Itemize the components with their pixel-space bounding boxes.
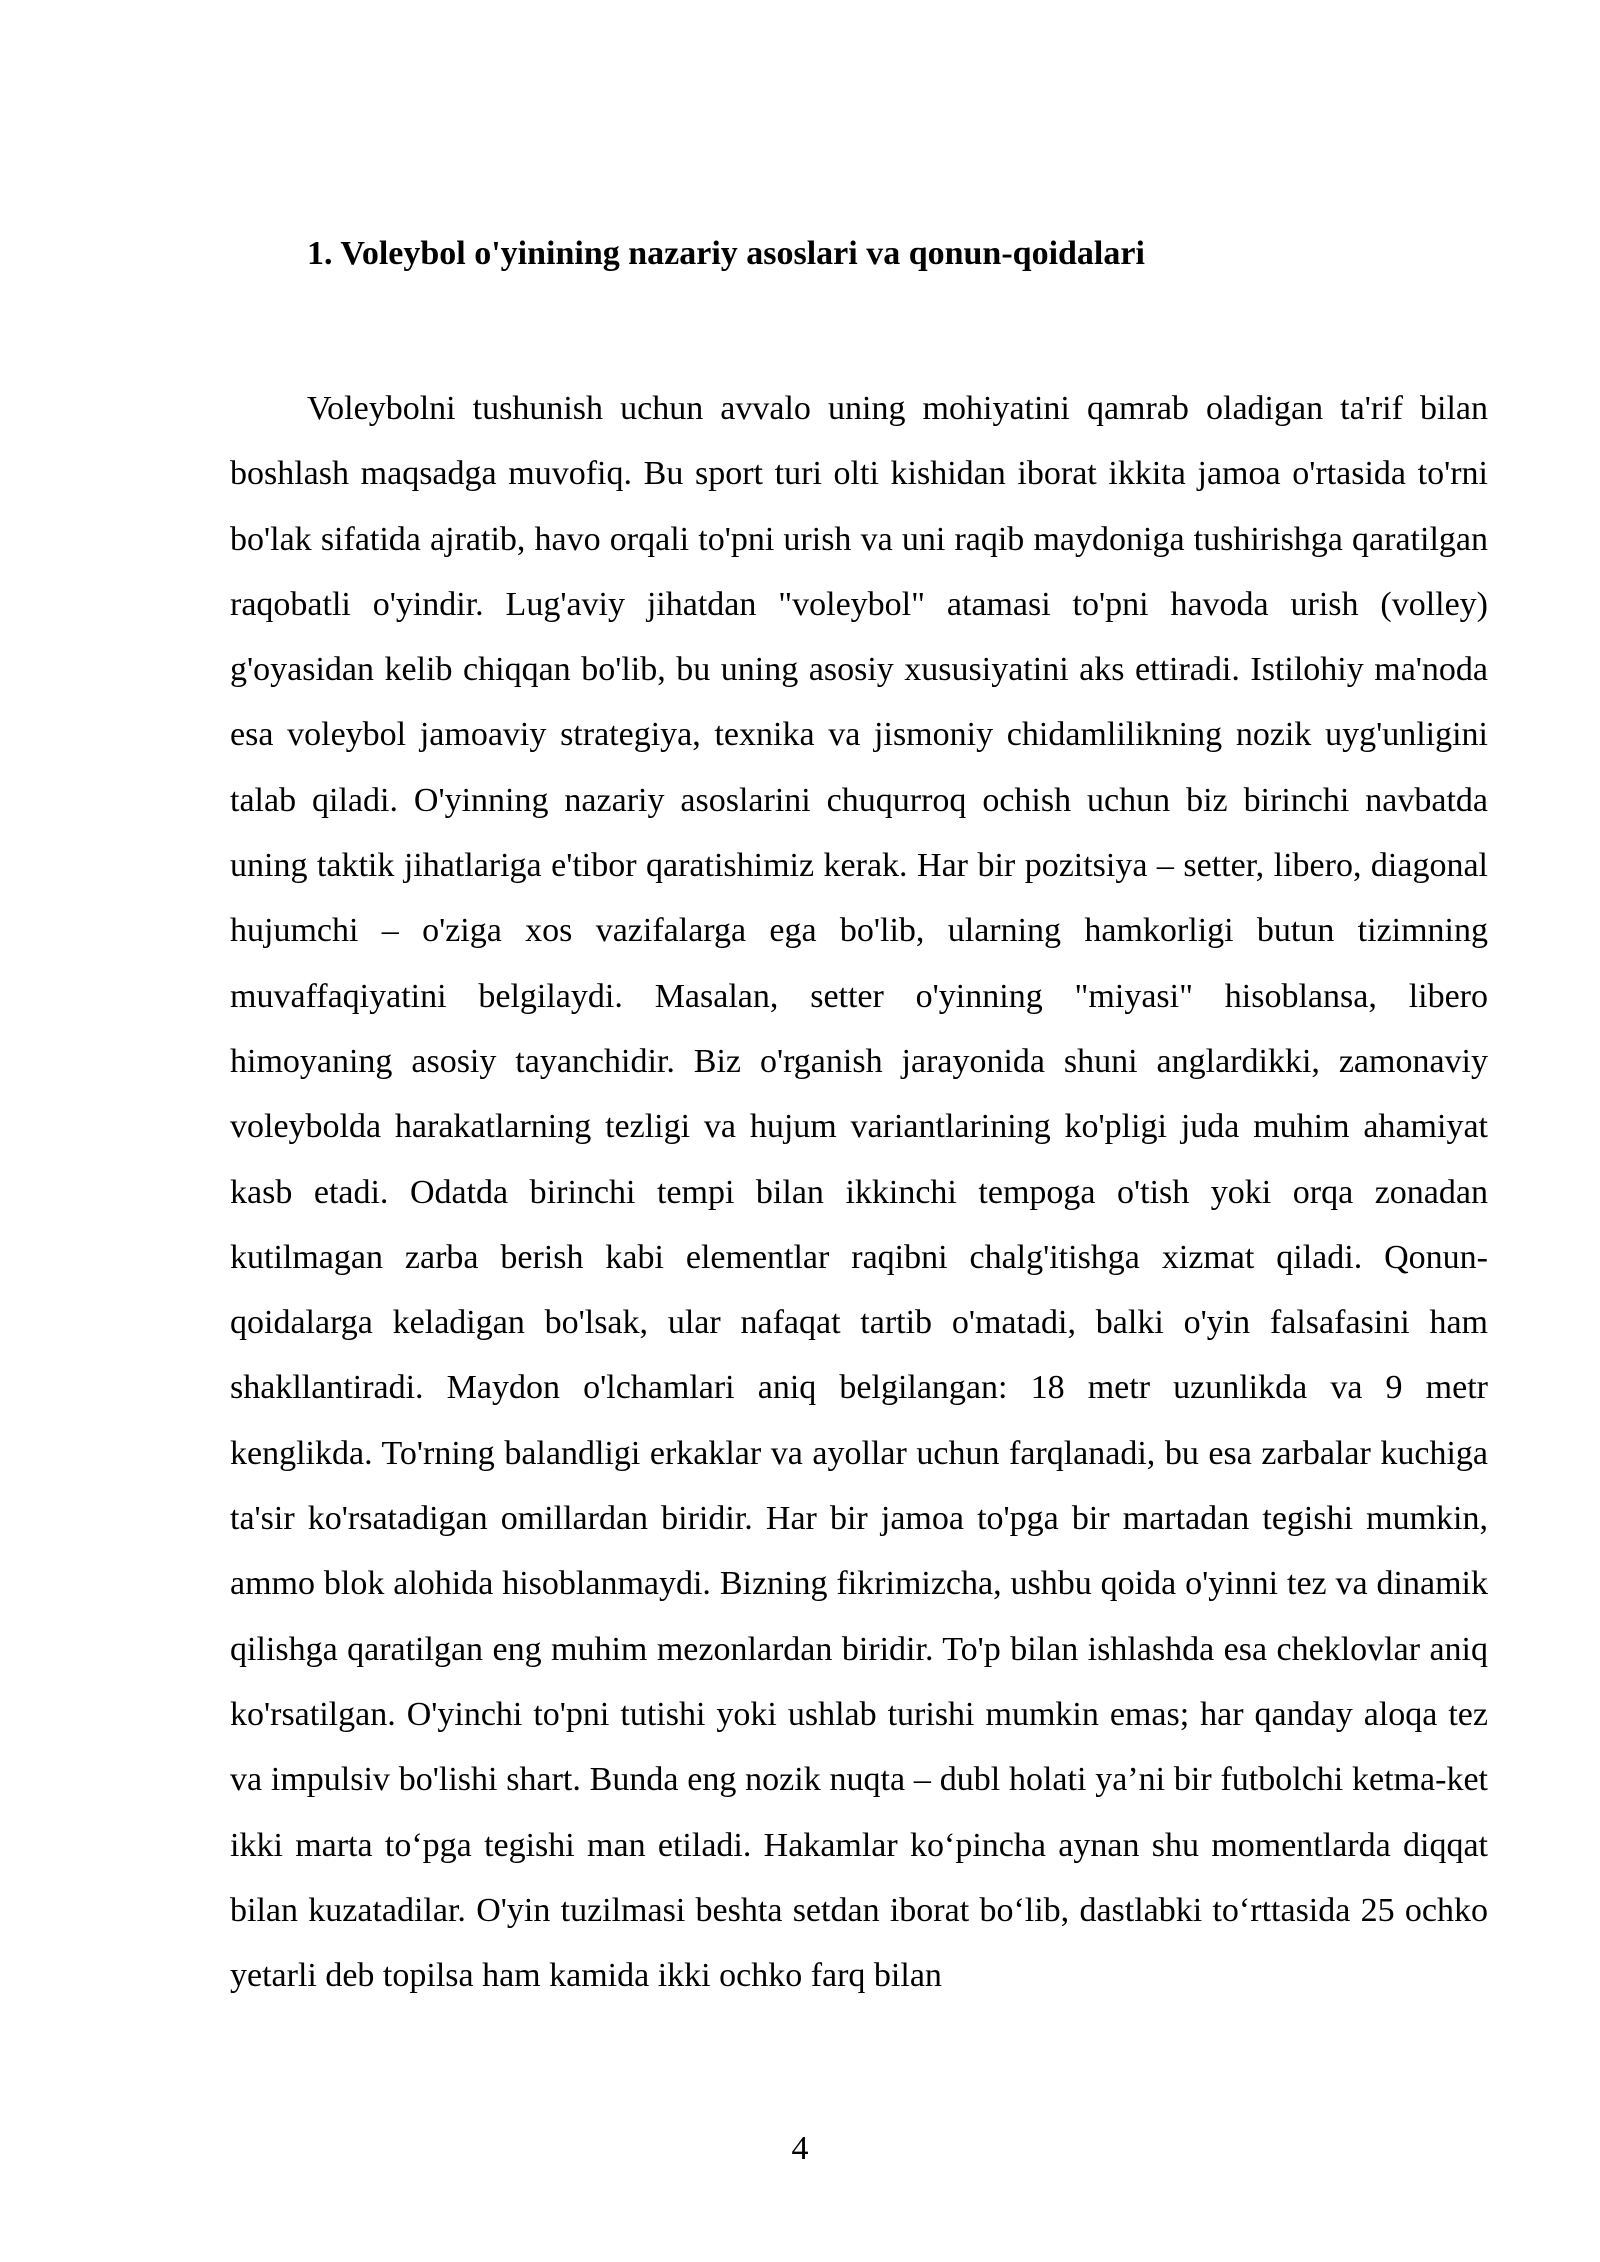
section-heading: 1. Voleybol o'yinining nazariy asoslari va qonun-qoidalari <box>307 235 1145 272</box>
page-number: 4 <box>791 2130 809 2167</box>
body-paragraph: Voleybolni tushunish uchun avvalo uning mohiyatini qamrab oladigan ta'rif bilan boshlash maqsadga muvofiq. Bu sport turi olti kishidan iborat ikkita jamoa o'rtasida to'rni bo'lak sifatida ajratib, havo orqali to'pni urish va uni raqib maydoniga tushirishga qaratilgan raqobatli o'yindir. Lug'aviy jihatdan "voleybol" atamasi to'pni havoda urish (volley) g'oyasidan kelib chiqqan bo'lib, bu uning asosiy xususiyatini aks ettiradi. Istilohiy ma'noda esa voleybol jamoaviy strategiya, texnika va jismoniy chidamlilikning nozik uyg'unligini talab qiladi. O'yinning nazariy asoslarini chuqurroq ochish uchun biz birinchi navbatda uning taktik jihatlariga e'tibor qaratishimiz kerak. Har bir pozitsiya – setter, libero, diagonal hujumchi – o'ziga xos vazifalarga ega bo'lib, ularning hamkorligi butun tizimning muvaffaqiyatini belgilaydi. Masalan, setter o'yinning "miyasi" hisoblansa, libero himoyaning asosiy tayanchidir. Biz o'rganish jarayonida shuni anglardikki, zamonaviy voleybolda harakatlarning tezligi va hujum variantlarining ko'pligi juda muhim ahamiyat kasb etadi. Odatda birinchi tempi bilan ikkinchi tempoga o'tish yoki orqa zonadan kutilmagan zarba berish kabi elementlar raqibni chalg'itishga xizmat qiladi. Qonun-qoidalarga keladigan bo'lsak, ular nafaqat tartib o'matadi, balki o'yin falsafasini ham shakllantiradi. Maydon o'lchamlari aniq belgilangan: 18 metr uzunlikda va 9 metr kenglikda. To'rning balandligi erkaklar va ayollar uchun farqlanadi, bu esa zarbalar kuchiga ta'sir ko'rsatadigan omillardan biridir. Har bir jamoa to'pga bir martadan tegishi mumkin, ammo blok alohida hisoblanmaydi. Bizning fikrimizcha, ushbu qoida o'yinni tez va dinamik qilishga qaratilgan eng muhim mezonlardan biridir. To'p bilan ishlashda esa cheklovlar aniq ko'rsatilgan. O'yinchi to'pni tutishi yoki ushlab turishi mumkin emas; har qanday aloqa tez va impulsiv bo'lishi shart. Bunda eng nozik nuqta – dubl holati ya’ni bir futbolchi ketma-ket ikki marta to‘pga tegishi man etiladi. Hakamlar ko‘pincha aynan shu momentlarda diqqat bilan kuzatadilar. O'yin tuzilmasi beshta setdan iborat bo‘lib, dastlabki to‘rttasida 25 ochko yetarli deb topilsa ham kamida ikki ochko farq bilan <box>230 390 1488 1995</box>
